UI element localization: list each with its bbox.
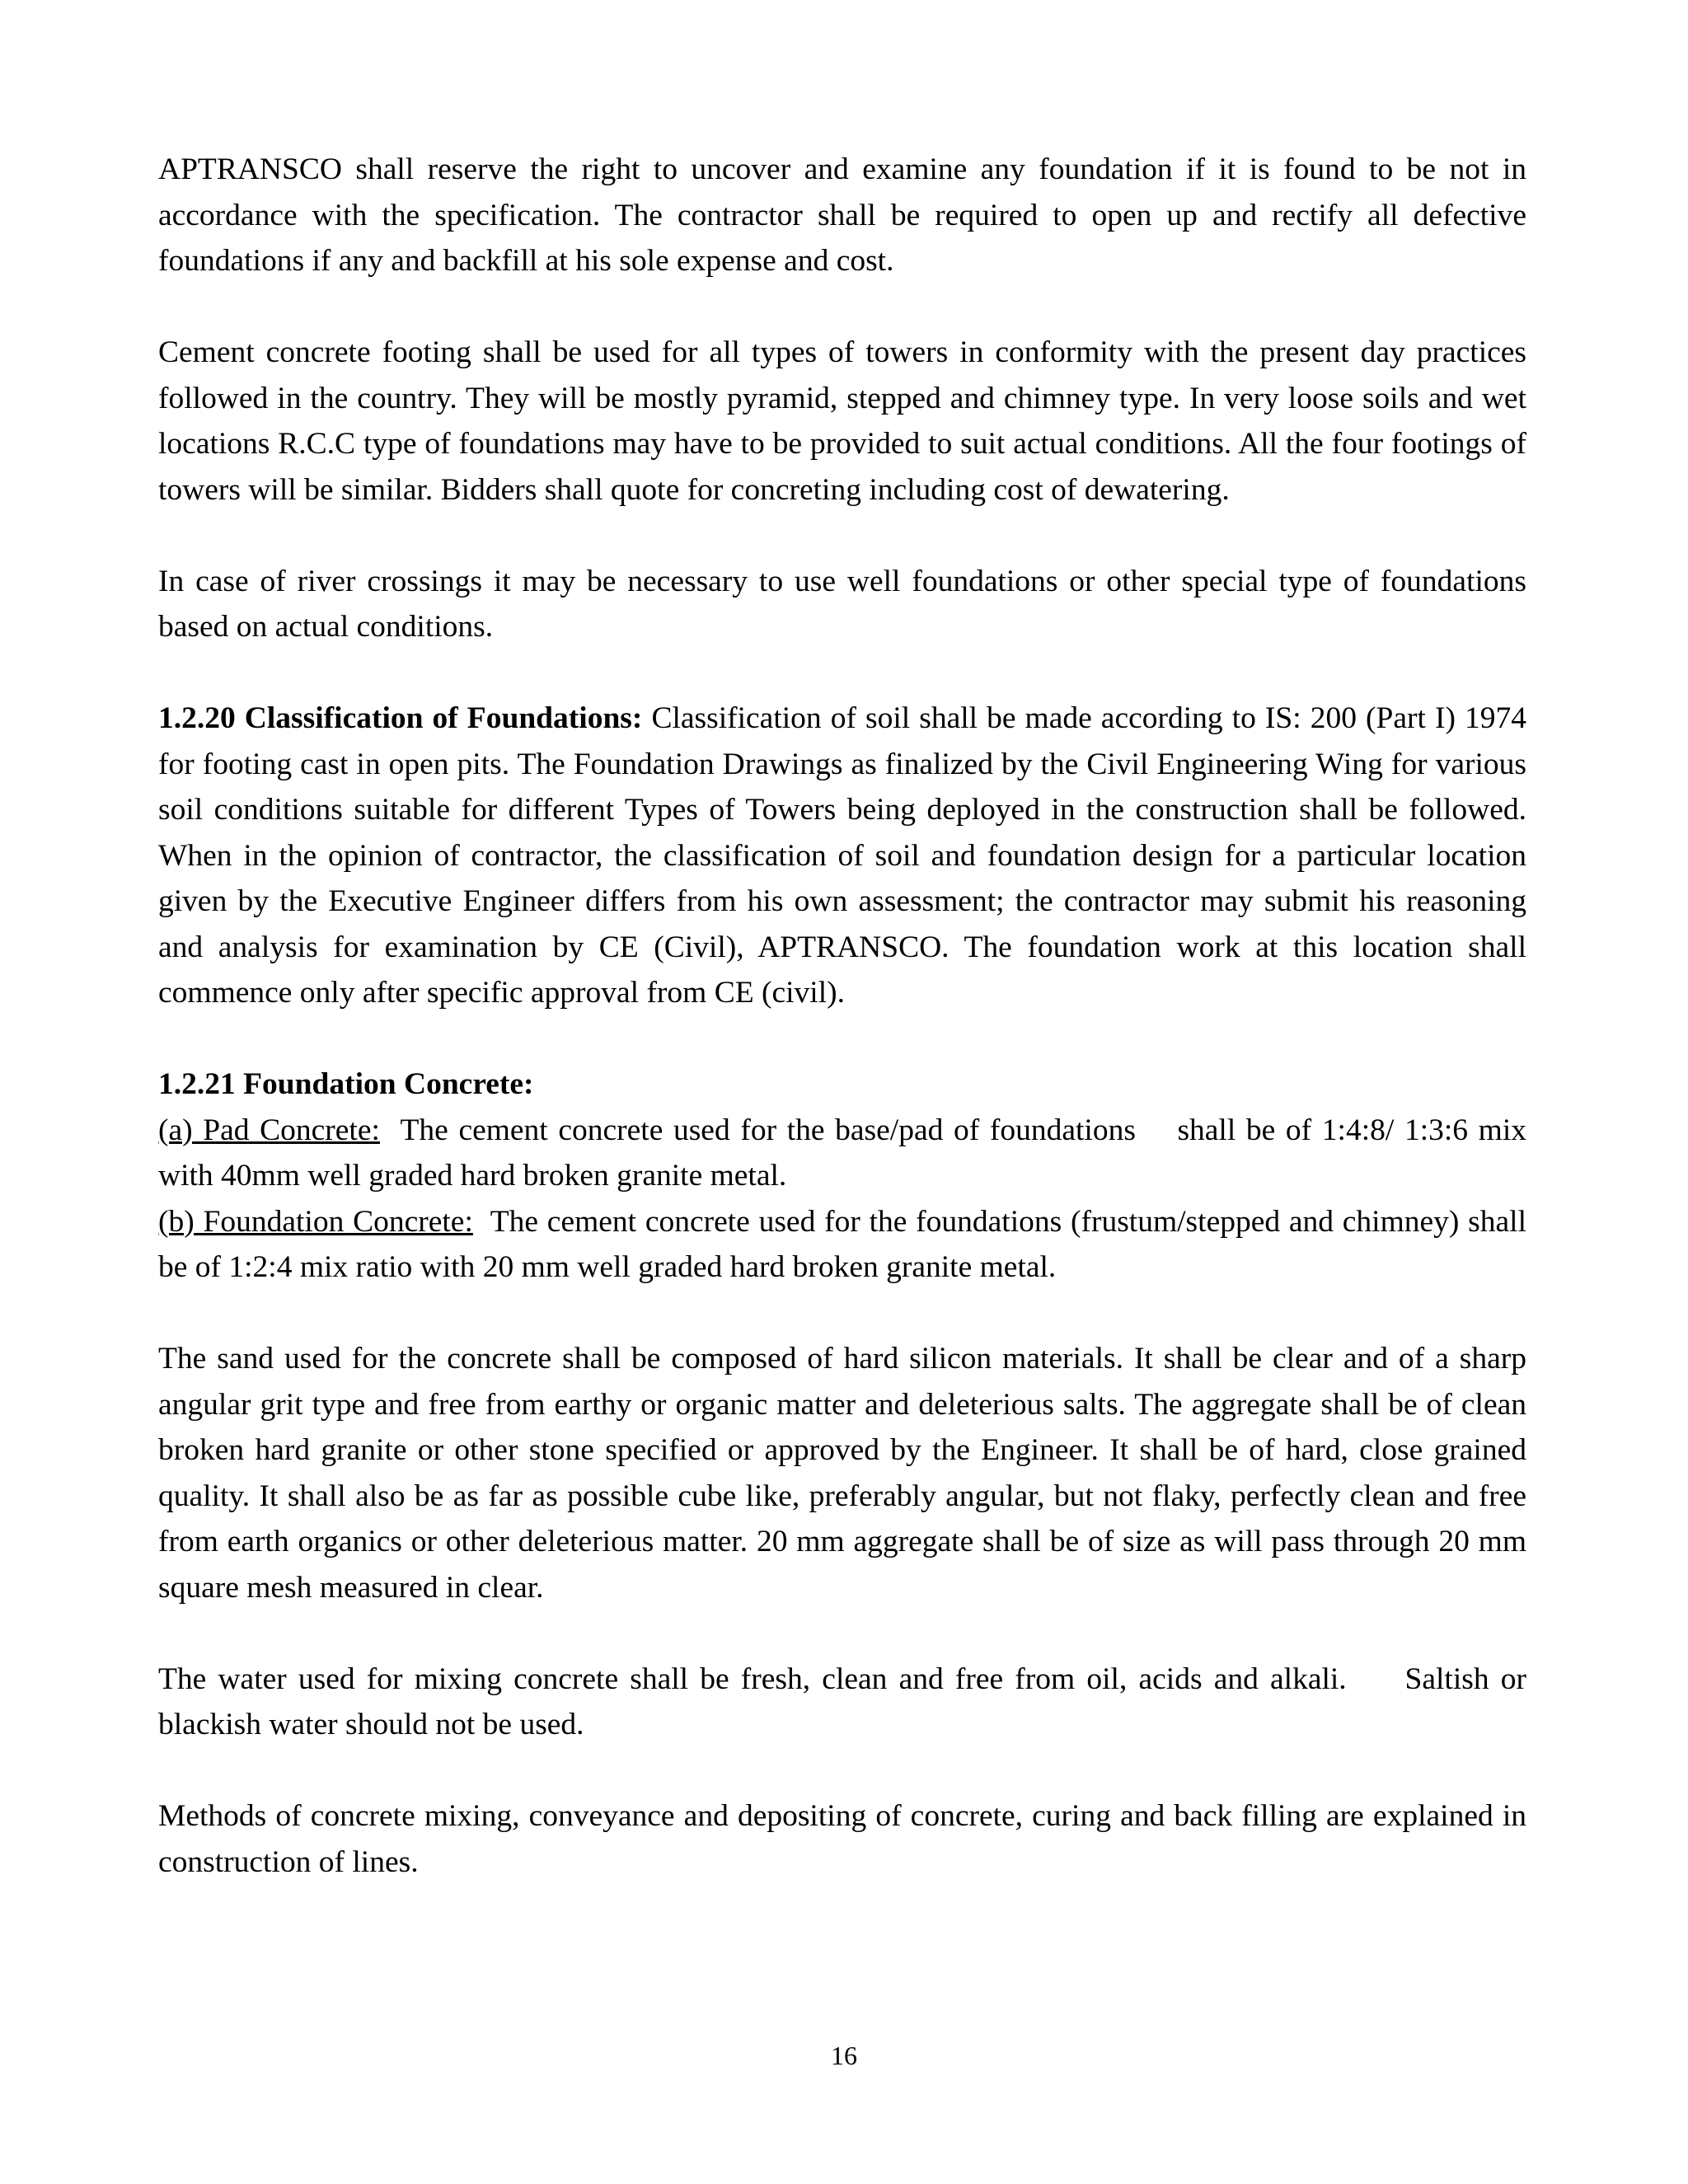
paragraph-methods-of-mixing: Methods of concrete mixing, conveyance and depositing of concrete, curing and back filling are explained in construction of lines. (158, 1799, 1526, 1879)
section-classification-of-foundations (158, 696, 1526, 1016)
item-text-pad-concrete: The cement concrete used for the base/pad of foundations shall be of 1:4:8/ 1:3:6 mix with 40mm well graded hard broken granite metal. (158, 1113, 1535, 1193)
paragraph-water-for-mixing: The water used for mixing concrete shall be fresh, clean and free from oil, acids and alkali. Saltish or blackish water should not be used. (158, 1661, 1535, 1741)
item-label-pad-concrete: (a) Pad Concrete: (158, 1113, 380, 1147)
paragraph-foundation-examination: APTRANSCO shall reserve the right to uncover and examine any foundation if it is found to be not in accordance with the specification. The contractor shall be required to open up and rectify all defective foundations if any and backfill at his sole expense and cost. (158, 152, 1526, 278)
item-foundation-concrete (158, 1199, 1535, 1291)
page-number: 16 (831, 2041, 857, 2070)
section-heading-1-2-21 (158, 1062, 1526, 1108)
item-pad-concrete (158, 1108, 1535, 1199)
paragraph-sand-aggregate: The sand used for the concrete shall be composed of hard silicon materials. It shall be clear and of a sharp angular grit type and free from earthy or organic matter and deleterious salts. The aggregate shall be of clean broken hard granite or other stone specified or approved by the Engineer. It shall be of hard, close grained quality. It shall also be as far as possible cube like, preferably angular, but not flaky, perfectly clean and free from earth organics or other deleterious matter. 20 mm aggregate shall be of size as will pass through 20 mm square mesh measured in clear. (158, 1342, 1526, 1605)
item-text-foundation-concrete: The cement concrete used for the foundations (frustum/stepped and chimney) shall be of 1:2:4 mix ratio with 20 mm well graded hard broken granite metal. (158, 1204, 1535, 1284)
paragraph-cement-concrete-footing: Cement concrete footing shall be used for all types of towers in conformity with the present day practices followed in the country. They will be mostly pyramid, stepped and chimney type. In very loose soils and wet locations R.C.C type of foundations may have to be provided to suit actual conditions. All the four footings of towers will be similar. Bidders shall quote for concreting including cost of dewatering. (158, 335, 1526, 507)
paragraph-river-crossings: In case of river crossings it may be necessary to use well foundations or other special type of foundations based on actual conditions. (158, 564, 1526, 644)
section-text-1-2-20: Classification of soil shall be made according to IS: 200 (Part I) 1974 for footing cast in open pits. The Foundation Drawings as finalized by the Civil Engineering Wing for various soil conditions suitable for different Types of Towers being deployed in the construction shall be followed. When in the opinion of contractor, the classification of soil and foundation design for a particular location given by the Executive Engineer differs from his own assessment; the contractor may submit his reasoning and analysis for examination by CE (Civil), APTRANSCO. The foundation work at this location shall commence only after specific approval from CE (civil). (158, 701, 1526, 1010)
section-heading-1-2-20: 1.2.20 Classification of Foundations: (158, 701, 643, 735)
document-page (158, 147, 1535, 1931)
item-label-foundation-concrete: (b) Foundation Concrete: (158, 1204, 473, 1239)
section-heading-1-2-21-text: 1.2.21 Foundation Concrete: (158, 1067, 534, 1101)
